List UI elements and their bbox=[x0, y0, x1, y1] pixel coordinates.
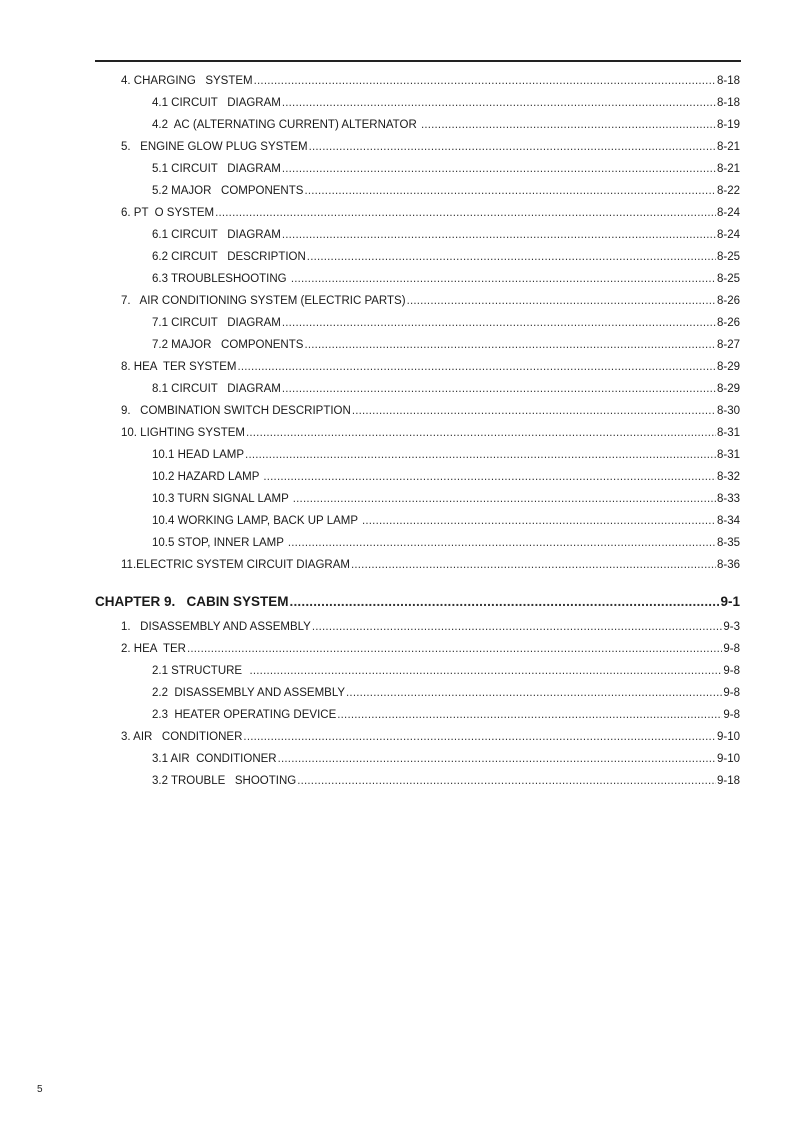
toc-entry-label: 6. PT O SYSTEM bbox=[121, 207, 215, 219]
toc-entry[interactable] bbox=[152, 180, 740, 202]
toc-entry[interactable] bbox=[152, 114, 740, 136]
toc-leader-dots bbox=[250, 665, 723, 677]
toc-leader-dots bbox=[297, 775, 716, 787]
toc-entry-label: 10.1 HEAD LAMP bbox=[152, 449, 245, 461]
toc-entry-label: 10.4 WORKING LAMP, BACK UP LAMP bbox=[152, 515, 361, 527]
header-rule bbox=[95, 60, 741, 62]
toc-entry[interactable] bbox=[152, 444, 740, 466]
toc-entry-page: 8-25 bbox=[716, 273, 740, 285]
toc-entry-page: 8-34 bbox=[716, 515, 740, 527]
toc-leader-dots bbox=[187, 643, 722, 655]
toc-chapter-page: 9-1 bbox=[720, 593, 740, 609]
toc-entry-label: 3. AIR CONDITIONER bbox=[121, 731, 243, 743]
toc-entry[interactable] bbox=[152, 660, 740, 682]
toc-leader-dots bbox=[304, 185, 716, 197]
toc-entry-page: 8-29 bbox=[716, 383, 740, 395]
toc-entry-page: 8-33 bbox=[716, 493, 740, 505]
toc-leader-dots bbox=[351, 559, 716, 571]
toc-leader-dots bbox=[254, 75, 716, 87]
toc-entry-page: 9-10 bbox=[716, 753, 740, 765]
toc-entry-label: 9. COMBINATION SWITCH DESCRIPTION bbox=[121, 405, 351, 417]
toc-entry[interactable] bbox=[152, 246, 740, 268]
toc-leader-dots bbox=[407, 295, 716, 307]
toc-entry-label: 4.1 CIRCUIT DIAGRAM bbox=[152, 97, 281, 109]
toc-leader-dots bbox=[337, 709, 722, 721]
toc-entry-page: 8-18 bbox=[716, 97, 740, 109]
toc-entry-label: 2. HEA TER bbox=[121, 643, 186, 655]
toc-entry-label: 3.2 TROUBLE SHOOTING bbox=[152, 775, 297, 787]
toc-leader-dots bbox=[243, 731, 716, 743]
toc-leader-dots bbox=[346, 687, 722, 699]
toc-group-chapter-9 bbox=[0, 616, 794, 792]
toc-entry-label: 8.1 CIRCUIT DIAGRAM bbox=[152, 383, 281, 395]
toc-leader-dots bbox=[362, 515, 716, 527]
toc-entry-label: 2.1 STRUCTURE bbox=[152, 665, 249, 677]
toc-leader-dots bbox=[293, 493, 716, 505]
toc-entry-page: 8-30 bbox=[716, 405, 740, 417]
toc-entry-page: 8-29 bbox=[716, 361, 740, 373]
toc-leader-dots bbox=[304, 339, 716, 351]
toc-entry[interactable] bbox=[121, 638, 740, 660]
toc-entry[interactable] bbox=[152, 488, 740, 510]
toc-entry[interactable] bbox=[152, 704, 740, 726]
toc-leader-dots bbox=[352, 405, 716, 417]
toc-entry-label: 7.1 CIRCUIT DIAGRAM bbox=[152, 317, 281, 329]
toc-entry[interactable] bbox=[121, 400, 740, 422]
toc-entry-label: 7.2 MAJOR COMPONENTS bbox=[152, 339, 304, 351]
toc-entry-page: 8-26 bbox=[716, 295, 740, 307]
toc-entry[interactable] bbox=[152, 92, 740, 114]
toc-entry-page: 8-21 bbox=[716, 163, 740, 175]
toc-entry-page: 8-25 bbox=[716, 251, 740, 263]
toc-entry-page: 8-21 bbox=[716, 141, 740, 153]
toc-entry-label: 2.2 DISASSEMBLY AND ASSEMBLY bbox=[152, 687, 346, 699]
toc-leader-dots bbox=[237, 361, 716, 373]
toc-entry-page: 8-26 bbox=[716, 317, 740, 329]
toc-entry[interactable] bbox=[121, 136, 740, 158]
toc-entry-page: 8-24 bbox=[716, 207, 740, 219]
toc-entry-label: 6.3 TROUBLESHOOTING bbox=[152, 273, 290, 285]
toc-entry-label: 10.5 STOP, INNER LAMP bbox=[152, 537, 287, 549]
toc-entry[interactable] bbox=[152, 532, 740, 554]
toc-leader-dots bbox=[246, 427, 716, 439]
toc-entry-label: 11.ELECTRIC SYSTEM CIRCUIT DIAGRAM bbox=[121, 559, 350, 571]
toc-entry-label: 4.2 AC (ALTERNATING CURRENT) ALTERNATOR bbox=[152, 119, 420, 131]
toc-leader-dots bbox=[245, 449, 716, 461]
toc-entry-page: 9-8 bbox=[723, 643, 740, 655]
toc-leader-dots bbox=[312, 621, 723, 633]
toc-entry-label: 7. AIR CONDITIONING SYSTEM (ELECTRIC PARTS) bbox=[121, 295, 406, 307]
toc-entry-label: 3.1 AIR CONDITIONER bbox=[152, 753, 277, 765]
toc-entry[interactable] bbox=[121, 202, 740, 224]
toc-entry-label: 2.3 HEATER OPERATING DEVICE bbox=[152, 709, 337, 721]
toc-leader-dots bbox=[263, 471, 716, 483]
toc-leader-dots bbox=[282, 317, 716, 329]
toc-entry[interactable] bbox=[152, 510, 740, 532]
toc-entry-page: 8-35 bbox=[716, 537, 740, 549]
toc-entry-page: 8-19 bbox=[716, 119, 740, 131]
toc-entry-page: 9-18 bbox=[716, 775, 740, 787]
toc-group-chapter-8 bbox=[0, 70, 794, 576]
toc-entry-label: 10.3 TURN SIGNAL LAMP bbox=[152, 493, 292, 505]
toc-entry-label: 1. DISASSEMBLY AND ASSEMBLY bbox=[121, 621, 311, 633]
toc-entry[interactable] bbox=[152, 770, 740, 792]
toc-entry-label: 5. ENGINE GLOW PLUG SYSTEM bbox=[121, 141, 308, 153]
toc-entry-label: 6.1 CIRCUIT DIAGRAM bbox=[152, 229, 281, 241]
toc-leader-dots bbox=[309, 141, 716, 153]
toc-leader-dots bbox=[282, 229, 716, 241]
toc-entry[interactable] bbox=[121, 726, 740, 748]
toc-entry-label: 10. LIGHTING SYSTEM bbox=[121, 427, 245, 439]
toc-entry-label: 10.2 HAZARD LAMP bbox=[152, 471, 263, 483]
toc-chapter-label: CHAPTER 9. CABIN SYSTEM bbox=[95, 593, 289, 609]
table-of-contents bbox=[0, 70, 794, 792]
toc-leader-dots bbox=[278, 753, 716, 765]
toc-entry-label: 5.2 MAJOR COMPONENTS bbox=[152, 185, 304, 197]
toc-entry-page: 9-8 bbox=[723, 687, 740, 699]
toc-entry[interactable] bbox=[121, 70, 740, 92]
toc-entry-label: 8. HEA TER SYSTEM bbox=[121, 361, 237, 373]
toc-entry[interactable] bbox=[152, 224, 740, 246]
toc-entry[interactable] bbox=[121, 290, 740, 312]
toc-entry-page: 9-8 bbox=[723, 709, 740, 721]
toc-entry[interactable] bbox=[152, 158, 740, 180]
toc-entry-page: 8-24 bbox=[716, 229, 740, 241]
toc-leader-dots bbox=[421, 119, 716, 131]
toc-entry[interactable] bbox=[121, 422, 740, 444]
toc-entry-page: 8-31 bbox=[716, 427, 740, 439]
toc-entry[interactable] bbox=[152, 334, 740, 356]
toc-entry-label: 4. CHARGING SYSTEM bbox=[121, 75, 253, 87]
toc-entry-page: 8-18 bbox=[716, 75, 740, 87]
toc-leader-dots bbox=[282, 97, 716, 109]
toc-entry-label: 6.2 CIRCUIT DESCRIPTION bbox=[152, 251, 306, 263]
toc-entry[interactable] bbox=[121, 554, 740, 576]
toc-leader-dots bbox=[282, 383, 716, 395]
toc-chapter-heading[interactable] bbox=[95, 590, 740, 612]
toc-entry-label: 5.1 CIRCUIT DIAGRAM bbox=[152, 163, 281, 175]
toc-entry-page: 8-36 bbox=[716, 559, 740, 571]
toc-leader-dots bbox=[215, 207, 716, 219]
toc-entry-page: 8-22 bbox=[716, 185, 740, 197]
toc-entry[interactable] bbox=[152, 378, 740, 400]
toc-entry[interactable] bbox=[121, 616, 740, 638]
toc-entry[interactable] bbox=[152, 682, 740, 704]
toc-entry-page: 9-8 bbox=[723, 665, 740, 677]
toc-leader-dots bbox=[288, 537, 716, 549]
toc-entry-page: 9-10 bbox=[716, 731, 740, 743]
toc-entry-page: 8-32 bbox=[716, 471, 740, 483]
toc-entry[interactable] bbox=[152, 466, 740, 488]
toc-entry[interactable] bbox=[152, 312, 740, 334]
toc-leader-dots bbox=[291, 273, 716, 285]
page-number: 5 bbox=[37, 1084, 43, 1095]
toc-leader-dots bbox=[307, 251, 716, 263]
toc-entry[interactable] bbox=[152, 268, 740, 290]
toc-entry-page: 9-3 bbox=[723, 621, 740, 633]
toc-entry[interactable] bbox=[152, 748, 740, 770]
toc-leader-dots bbox=[290, 594, 720, 609]
toc-leader-dots bbox=[282, 163, 716, 175]
toc-entry[interactable] bbox=[121, 356, 740, 378]
toc-entry-page: 8-31 bbox=[716, 449, 740, 461]
toc-entry-page: 8-27 bbox=[716, 339, 740, 351]
